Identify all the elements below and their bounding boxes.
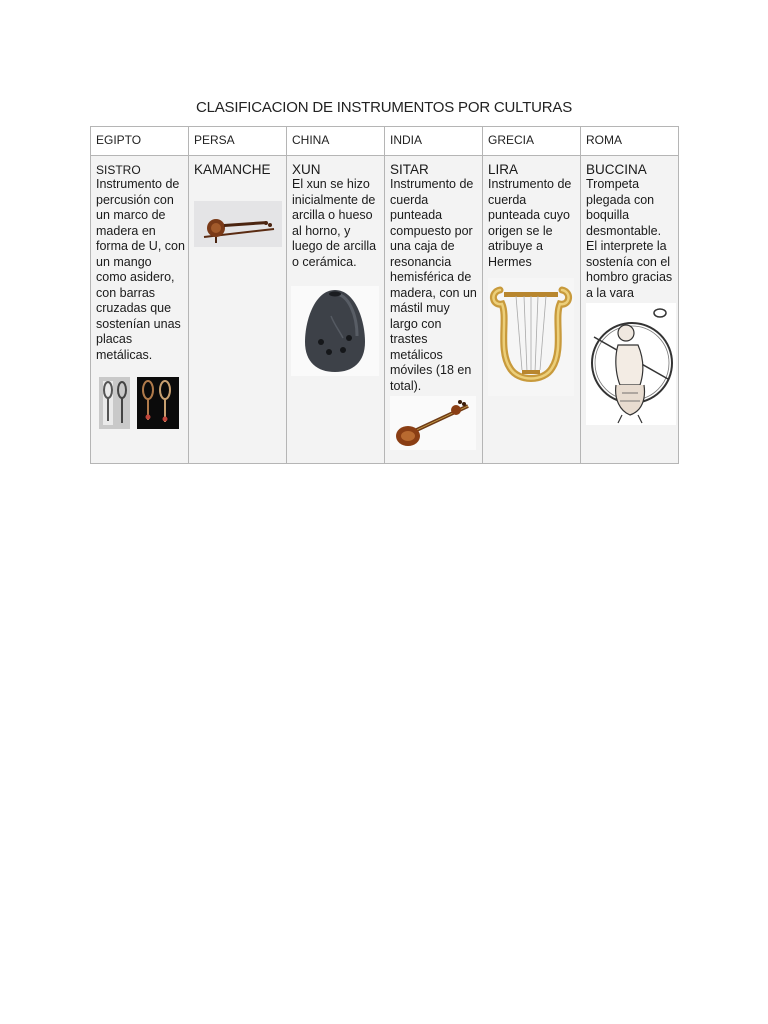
- instrument-name: XUN: [292, 162, 321, 177]
- instrument-description: Instrumento de cuerda punteada cuyo origen se le atribuye a Hermes: [488, 177, 572, 269]
- header-egipto: EGIPTO: [91, 127, 189, 156]
- instrument-name: LIRA: [488, 162, 519, 177]
- instrument-description: Trompeta plegada con boquilla desmontable. El interprete la sostenía con el hombro gracias a la vara: [586, 177, 673, 300]
- instrument-description: Instrumento de percusión con un marco de madera en forma de U, con un mango como asidero, con barras cruzadas que sostenían unas placas metálicas.: [96, 177, 185, 362]
- sistrum-photo: [99, 377, 179, 429]
- table-row: [91, 156, 679, 464]
- sitar-photo: [390, 396, 476, 450]
- header-grecia: GRECIA: [483, 127, 581, 156]
- cell-india: [385, 156, 483, 464]
- buccina-drawing: [586, 303, 676, 425]
- header-india: INDIA: [385, 127, 483, 156]
- cell-grecia: [483, 156, 581, 464]
- instrument-name: SISTRO: [96, 163, 141, 177]
- cell-egipto: [91, 156, 189, 464]
- xun-photo: [291, 286, 379, 376]
- instruments-table: [90, 126, 679, 464]
- instrument-name: KAMANCHE: [194, 162, 271, 177]
- header-china: CHINA: [287, 127, 385, 156]
- header-persa: PERSA: [189, 127, 287, 156]
- instrument-description: El xun se hizo inicialmente de arcilla o hueso al horno, y luego de arcilla o cerámica.: [292, 177, 377, 269]
- instrument-description: Instrumento de cuerda punteada compuesto por una caja de resonancia hemisférica de madera, con un mástil muy largo con trastes metálicos móviles (18 en total).: [390, 177, 477, 393]
- page-title: CLASIFICACION DE INSTRUMENTOS POR CULTURAS: [195, 99, 573, 116]
- lyre-photo: [488, 278, 574, 396]
- cell-china: [287, 156, 385, 464]
- header-roma: ROMA: [581, 127, 679, 156]
- kamanche-photo: [194, 201, 282, 247]
- header-row: [91, 127, 679, 156]
- cell-persa: [189, 156, 287, 464]
- cell-roma: [581, 156, 679, 464]
- instrument-name: BUCCINA: [586, 162, 647, 177]
- instrument-name: SITAR: [390, 162, 429, 177]
